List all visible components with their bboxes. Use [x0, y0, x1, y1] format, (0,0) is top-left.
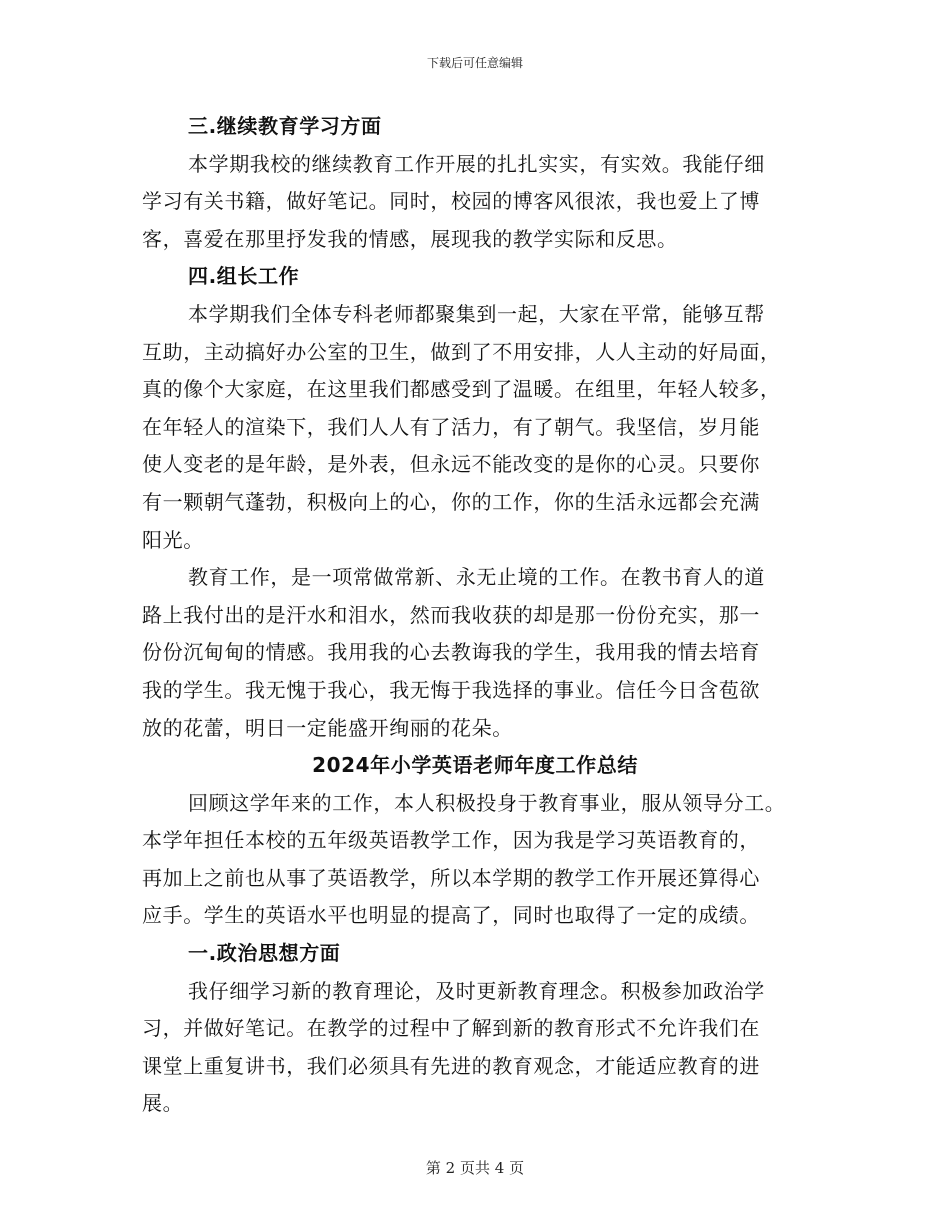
text-line: 份份沉甸甸的情感。我用我的心去教诲我的学生，我用我的情去培育 [142, 640, 760, 665]
text-line: 我的学生。我无愧于我心，我无悔于我选择的事业。信任今日含苞欲 [142, 677, 760, 702]
paragraph-group-leader [142, 296, 808, 559]
text-line: 2024年小学英语老师年度工作总结 [312, 753, 638, 778]
text-line: 三.继续教育学习方面 [188, 114, 382, 138]
section-heading-continuing-education [142, 108, 808, 146]
text-line: 本学年担任本校的五年级英语教学工作，因为我是学习英语教育的， [142, 828, 760, 853]
text-line: 教育工作，是一项常做常新、永无止境的工作。在教书育人的道 [188, 565, 765, 590]
text-line: 本学期我校的继续教育工作开展的扎扎实实，有实效。我能仔细 [188, 151, 765, 176]
text-line: 阳光。 [142, 527, 204, 552]
text-line: 应手。学生的英语水平也明显的提高了，同时也取得了一定的成绩。 [142, 903, 760, 928]
text-line: 我仔细学习新的教育理论，及时更新教育理念。积极参加政治学 [188, 978, 765, 1003]
text-line: 有一颗朝气蓬勃，积极向上的心，你的工作，你的生活永远都会充满 [142, 489, 760, 514]
paragraph-political-thought [142, 973, 808, 1123]
paragraph-education-work [142, 559, 808, 747]
text-line: 放的花蕾，明日一定能盛开绚丽的花朵。 [142, 715, 513, 740]
text-line: 客，喜爱在那里抒发我的情感，展现我的教学实际和反思。 [142, 226, 678, 251]
paragraph-continuing-education [142, 146, 808, 259]
document-body [142, 108, 808, 1123]
text-line: 在年轻人的渲染下，我们人人有了活力，有了朝气。我坚信，岁月能 [142, 414, 760, 439]
page-header: 下载后可任意编辑 [426, 56, 523, 70]
text-line: 四.组长工作 [188, 264, 300, 289]
text-line: 使人变老的是年龄，是外表，但永远不能改变的是你的心灵。只要你 [142, 452, 760, 477]
page-footer: 第 2 页共 4 页 [425, 1159, 525, 1177]
text-line: 展。 [142, 1091, 184, 1116]
paragraph-review [142, 785, 808, 935]
section-heading-political-thought [142, 935, 808, 973]
text-line: 再加上之前也从事了英语教学，所以本学期的教学工作开展还算得心 [142, 865, 760, 890]
text-line: 路上我付出的是汗水和泪水，然而我收获的却是那一份份充实，那一 [142, 602, 760, 627]
text-line: 互助，主动搞好办公室的卫生，做到了不用安排，人人主动的好局面， [142, 339, 781, 364]
text-line: 学习有关书籍，做好笔记。同时，校园的博客风很浓，我也爱上了博 [142, 189, 760, 214]
text-line: 真的像个大家庭，在这里我们都感受到了温暖。在组里，年轻人较多， [142, 377, 781, 402]
text-line: 本学期我们全体专科老师都聚集到一起，大家在平常，能够互帮 [188, 301, 765, 326]
document-title [142, 747, 808, 785]
section-heading-group-leader [142, 258, 808, 296]
text-line: 习，并做好笔记。在教学的过程中了解到新的教育形式不允许我们在 [142, 1016, 760, 1041]
text-line: 一.政治思想方面 [188, 941, 341, 966]
text-line: 课堂上重复讲书，我们必须具有先进的教育观念，才能适应教育的进 [142, 1053, 760, 1078]
text-line: 回顾这学年来的工作，本人积极投身于教育事业，服从领导分工。 [188, 790, 786, 815]
